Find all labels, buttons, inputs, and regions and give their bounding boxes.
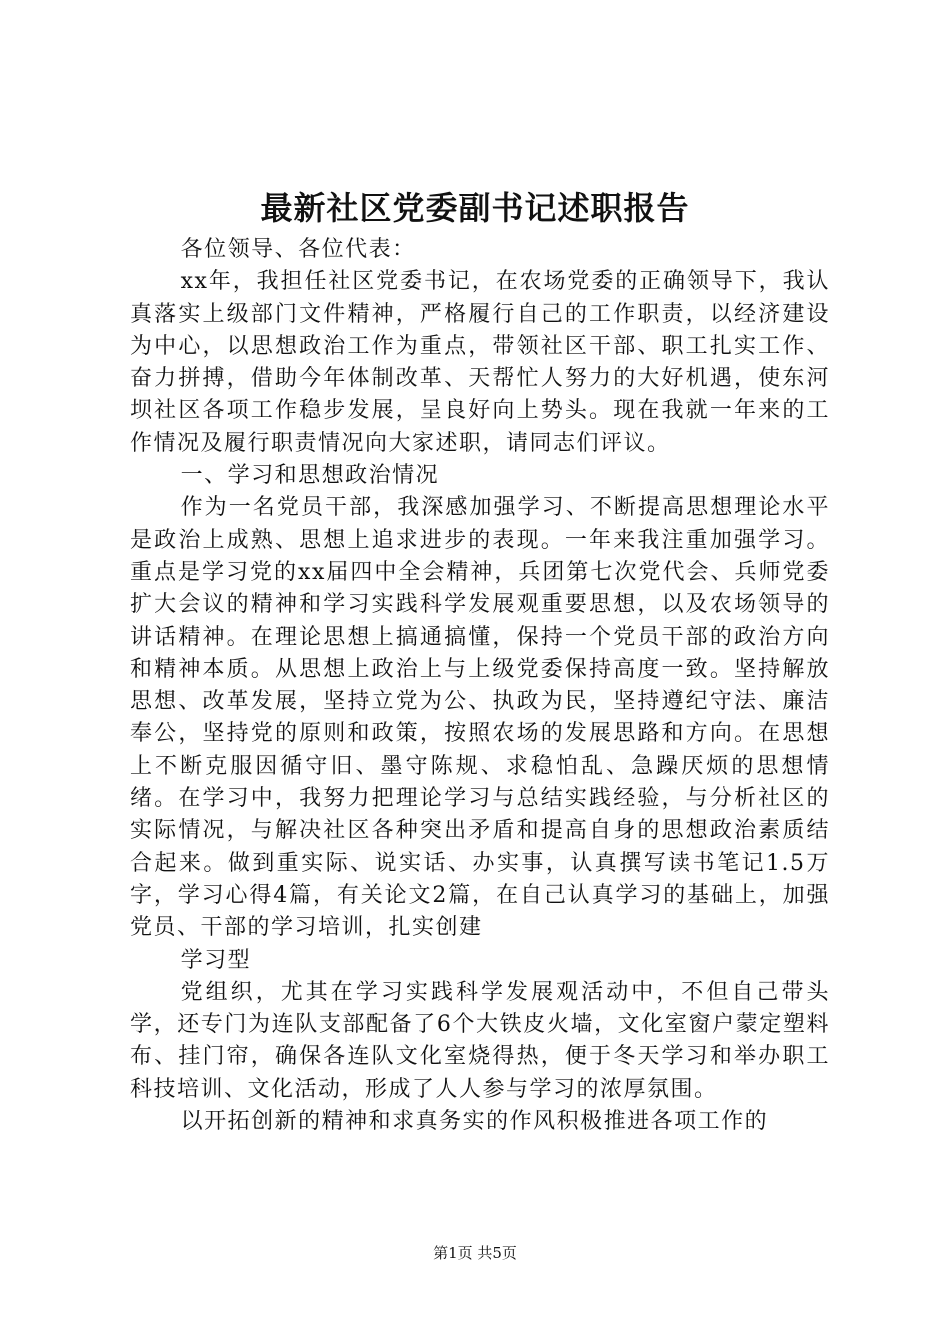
section-heading: 一、学习和思想政治情况 xyxy=(180,463,440,489)
innovation-paragraph: 以开拓创新的精神和求真务实的作风积极推进各项工作的 xyxy=(180,1109,769,1135)
study-paragraph: 作为一名党员干部，我深感加强学习、不断提高思想理论水平是政治上成熟、思想上追求进步的表现。一年来我注重加强学习。重点是学习党的xx届四中全会精神，兵团第七次党代会、兵师党委扩大会议的精神和学习实践科学发展观重要思想，以及农场领导的讲话精神。在理论思想上搞通搞懂，保持一个党员干部的政治方向和精神本质。从思想上政治上与上级党委保持高度一致。坚持解放思想、改革发展，坚持立党为公、执政为民，坚持遵纪守法、廉洁奉公，坚持党的原则和政策，按照农场的发展思路和方向。在思想上不断克服因循守旧、墨守陈规、求稳怕乱、急躁厌烦的思想情绪。在学习中，我努力把理论学习与总结实践经验，与分析社区的实际情况，与解决社区各种突出矛盾和提高自身的思想政治素质结合起来。做到重实际、说实话、办实事，认真撰写读书笔记1.5万字，学习心得4篇，有关论文2篇，在自己认真学习的基础上，加强党员、干部的学习培训，扎实创建 xyxy=(130,495,830,941)
page-number-footer: 第1页 共5页 xyxy=(433,1244,517,1262)
document-title: 最新社区党委副书记述职报告 xyxy=(260,189,690,227)
salutation-paragraph: 各位领导、各位代表： xyxy=(180,237,416,262)
party-org-paragraph: 党组织，尤其在学习实践科学发展观活动中，不但自己带头学，还专门为连队支部配备了6个大铁皮火墙，文化室窗户蒙定塑料布、挂门帘，确保各连队文化室烧得热，便于冬天学习和举办职工科技培训、文化活动，形成了人人参与学习的浓厚氛围。 xyxy=(130,979,830,1102)
short-line-paragraph: 学习型 xyxy=(180,947,252,973)
intro-paragraph: xx年，我担任社区党委书记，在农场党委的正确领导下，我认真落实上级部门文件精神，严格履行自己的工作职责，以经济建设为中心，以思想政治工作为重点，带领社区干部、职工扎实工作、奋力拼搏，借助今年体制改革、天帮忙人努力的大好机遇，使东河坝社区各项工作稳步发展，呈良好向上势头。现在我就一年来的工作情况及履行职责情况向大家述职，请同志们评议。 xyxy=(130,269,830,456)
document-body xyxy=(130,234,830,1138)
